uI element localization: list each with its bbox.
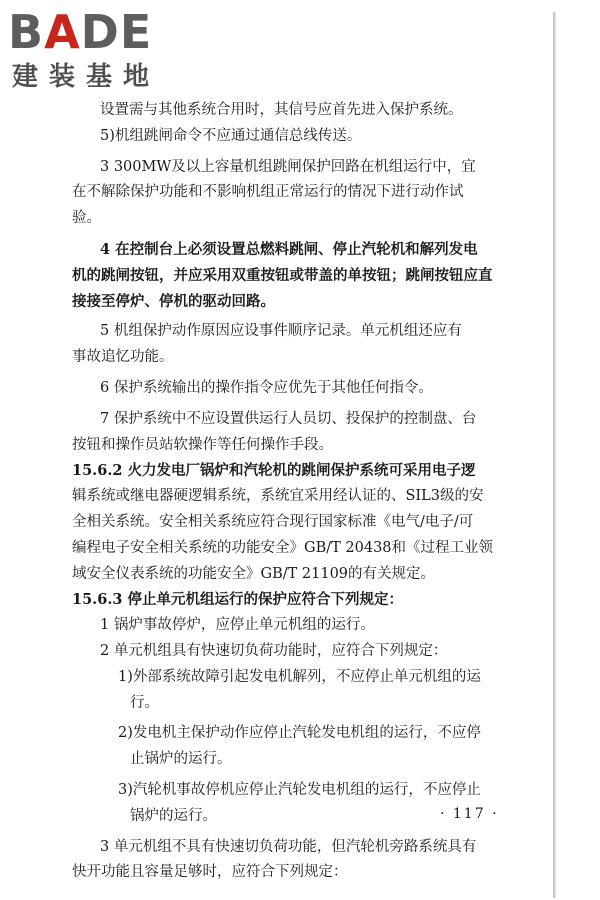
mandatory-text-line: 4 在控制台上必须设置总燃料跳闸、停止汽轮机和解列发电 — [100, 240, 478, 258]
bade-logo — [8, 6, 178, 96]
text-line: 在不解除保护功能和不影响机组正常运行的情况下进行动作试 — [72, 184, 464, 201]
text-line: 事故追忆功能。 — [72, 349, 174, 366]
text-line: 1 锅炉事故停炉，应停止单元机组的运行。 — [100, 617, 375, 634]
clause-heading-line: 15.6.2 火力发电厂锅炉和汽轮机的跳闸保护系统可采用电子逻 — [72, 462, 476, 480]
text-line: 编程电子安全相关系统的功能安全》GB/T 20438和《过程工业领 — [72, 539, 494, 556]
text-line: 2 单元机组具有快速切负荷功能时，应符合下列规定： — [100, 642, 448, 659]
text-line: 快开功能且容量足够时，应符合下列规定： — [72, 864, 348, 881]
text-line: 设置需与其他系统合用时，其信号应首先进入保护系统。 — [100, 102, 463, 118]
text-line: 5 机组保护动作原因应设事件顺序记录。单元机组还应有 — [100, 323, 462, 340]
text-line: 3 单元机组不具有快速切负荷功能，但汽轮机旁路系统具有 — [100, 838, 477, 855]
text-line: 2)发电机主保护动作应停止汽轮发电机组的运行，不应停 — [118, 725, 481, 742]
page-edge — [553, 12, 556, 898]
clause-heading-line: 15.6.3 停止单元机组运行的保护应符合下列规定： — [72, 591, 403, 609]
text-line: 7 保护系统中不应设置供运行人员切、投保护的控制盘、台 — [100, 410, 477, 427]
text-line: 辑系统或继电器硬逻辑系统，系统宜采用经认证的、SIL3级的安 — [72, 488, 484, 505]
text-line: 3)汽轮机事故停机应停止汽轮发电机组的运行，不应停止 — [118, 781, 481, 798]
text-line: 6 保护系统输出的操作指令应优先于其他任何指令。 — [100, 379, 433, 396]
text-line: 域安全仪表系统的功能安全》GB/T 21109的有关规定。 — [72, 565, 436, 582]
text-line: 按钮和操作员站软操作等任何操作手段。 — [72, 436, 333, 453]
page-number: · 117 · — [440, 806, 499, 822]
document-body — [72, 98, 510, 886]
text-line: 行。 — [130, 694, 159, 711]
text-line: 全相关系统。安全相关系统应符合现行国家标准《电气/电子/可 — [72, 513, 474, 530]
text-line: 锅炉的运行。 — [130, 807, 217, 824]
mandatory-text-line: 机的跳闸按钮，并应采用双重按钮或带盖的单按钮；跳闸按钮应直 — [72, 266, 493, 284]
text-line: 3 300MW及以上容量机组跳闸保护回路在机组运行中，宜 — [100, 158, 476, 175]
text-line: 止锅炉的运行。 — [130, 751, 232, 768]
logo-subtitle: 建装基地 — [12, 62, 161, 92]
text-line: 验。 — [72, 210, 101, 227]
logo-wordmark: BADE — [8, 5, 153, 59]
mandatory-text-line: 接接至停炉、停机的驱动回路。 — [72, 292, 275, 310]
text-line: 5)机组跳闸命令不应通过通信总线传送。 — [100, 127, 362, 144]
text-line: 1)外部系统故障引起发电机解列，不应停止单元机组的运 — [118, 668, 481, 685]
